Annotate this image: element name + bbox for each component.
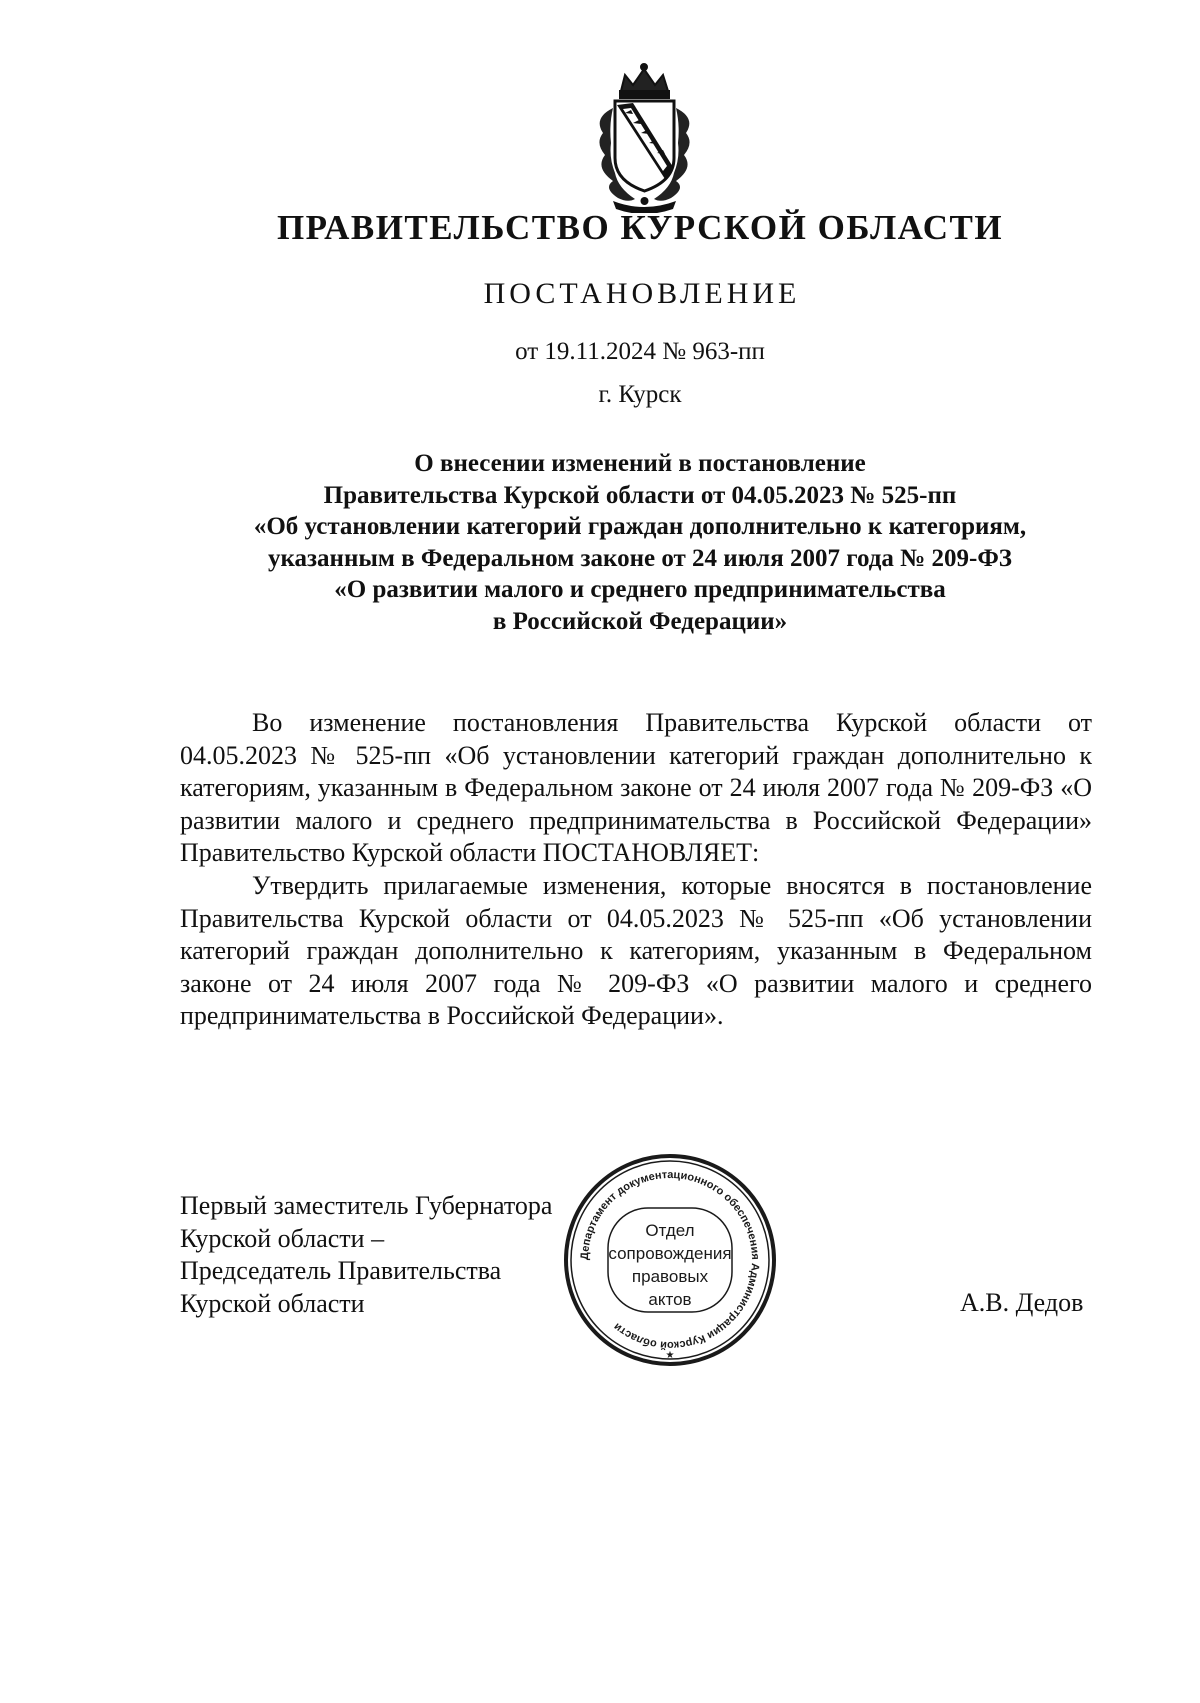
signatory-position-line: Первый заместитель Губернатора (180, 1191, 553, 1220)
signatory-position-line: Курской области – (180, 1223, 385, 1253)
heading-line: «Об установлении категорий граждан дополнительно к категориям, (253, 513, 1027, 540)
heading-line: О внесении изменений в постановление (414, 450, 866, 477)
document-type: ПОСТАНОВЛЕНИЕ (483, 277, 801, 310)
signatory-position-line: Председатель Правительства (180, 1256, 502, 1285)
coat-of-arms-icon (573, 63, 716, 213)
heading-line: указанным в Федеральном законе от 24 июля 2007 года № 209-ФЗ (267, 544, 1013, 572)
stamp-line: актов (648, 1290, 692, 1309)
stamp-ring-textpath: Департамент документационного обеспечения Администрации Курской области (578, 1168, 762, 1352)
stamp-line: сопровождения (608, 1244, 732, 1263)
heading-line: в Российской Федерации» (492, 607, 788, 635)
document-city: г. Курск (598, 381, 682, 408)
document-heading (140, 448, 1140, 637)
signatory-name: А.В. Дедов (960, 1288, 1084, 1317)
heading-line: «О развитии малого и среднего предпринимательства (334, 576, 946, 603)
document-date-number: от 19.11.2024 № 963-пп (515, 338, 765, 365)
official-stamp (562, 1152, 778, 1368)
signatory-position (180, 1190, 552, 1320)
government-title: ПРАВИТЕЛЬСТВО КУРСКОЙ ОБЛАСТИ (276, 208, 1004, 247)
document-body (180, 707, 1092, 1033)
signatory-position-line: Курской области (180, 1288, 365, 1318)
heading-line: Правительства Курской области от 04.05.2023 № 525-пп (323, 481, 957, 509)
body-paragraph: Утвердить прилагаемые изменения, которые вносятся в постановление Правительства Курской области от 04.05.2023 № 525-пп «Об установлении категорий граждан дополнительно к категориям, указанным в Федеральном законе от 24 июля 2007 года № 209-ФЗ «О развитии малого и среднего предпринимательства в Российской Федерации». (180, 870, 1092, 1031)
stamp-line: правовых (631, 1267, 709, 1286)
stamp-star-icon: ★ (665, 1350, 675, 1361)
body-paragraph: Во изменение постановления Правительства Курской области от 04.05.2023 № 525-пп «Об установлении категорий граждан дополнительно к категориям, указанным в Федеральном законе от 24 июля 2007 года № 209-ФЗ «О развитии малого и среднего предпринимательства в Российской Федерации» Правительство Курской области ПОСТАНОВЛЯЕТ: (180, 708, 1092, 868)
stamp-line: Отдел (645, 1221, 695, 1240)
